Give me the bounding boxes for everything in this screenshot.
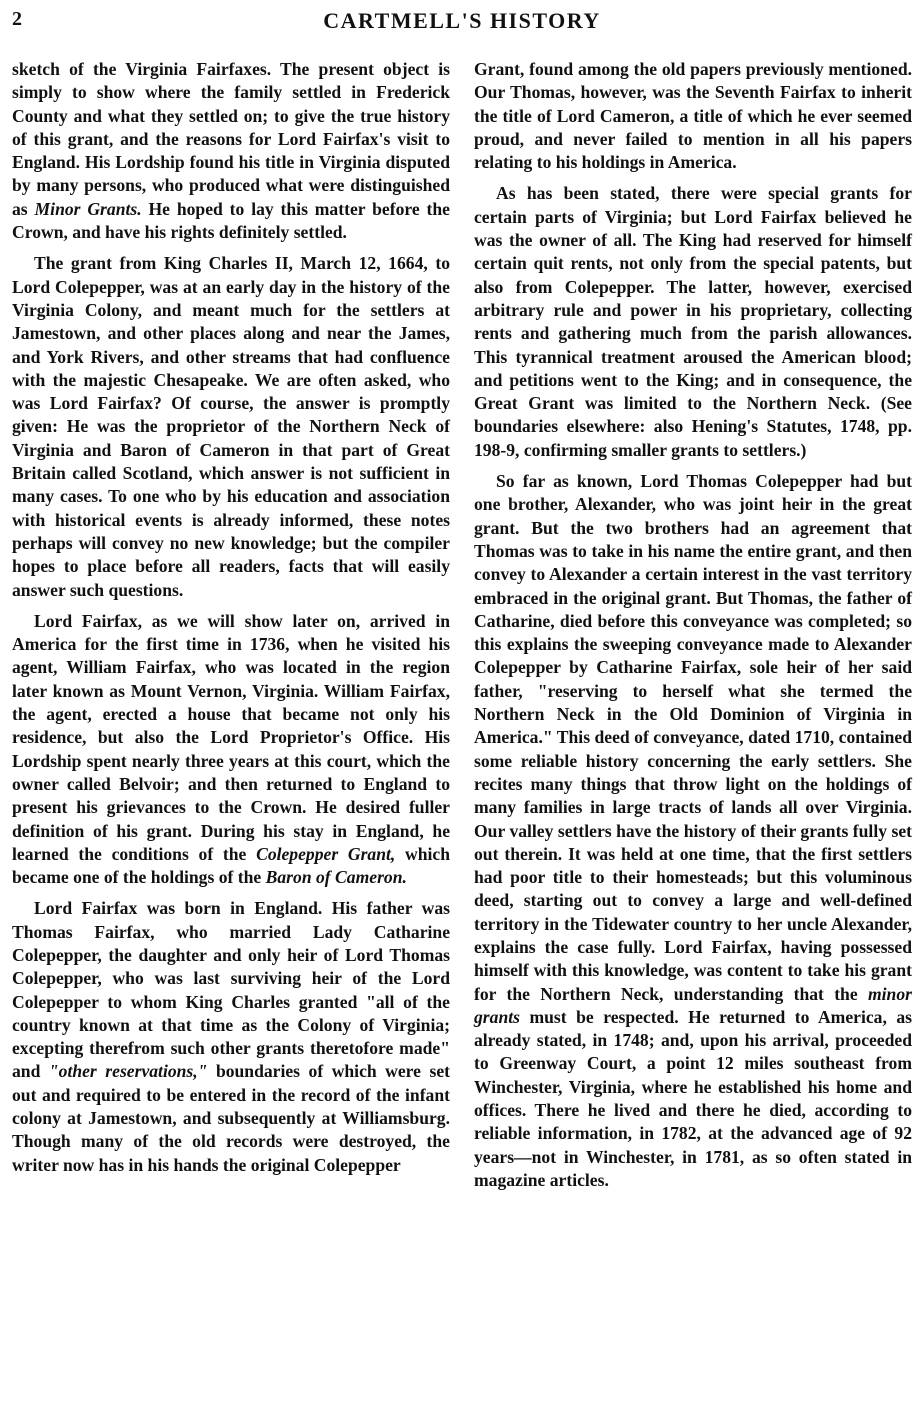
- paragraph: Lord Fairfax, as we will show later on, arrived in America for the first time in 1736, when he visited his agent, William Fairfax, who was located in the region later known as Mount Vernon, Virginia. William Fairfax, the agent, erected a house that became not only his residence, but also the Lord Proprietor's Office. His Lordship spent nearly three years at this court, which the owner called Belvoir; and then returned to England to present his grievances to the Crown. He desired fuller definition of his grant. During his stay in England, he learned the conditions of the Colepepper Grant, which became one of the holdings of the Baron of Cameron.: [12, 610, 451, 888]
- paragraph: The grant from King Charles II, March 12, 1664, to Lord Colepepper, was at an early day in the history of the Virginia Colony, and meant much for the settlers at Jamestown, and other places along and near the James, and York Rivers, and other streams that had confluence with the majestic Chesapeake. We are often asked, who was Lord Fairfax? Of course, the answer is promptly given: He was the proprietor of the Northern Neck of Virginia and Baron of Cameron in that part of Great Britain called Scotland, which answer is not sufficient in many cases. To one who by his education and association with historical events is already informed, these notes perhaps will convey no new knowledge; but the compiler hopes to place before all readers, facts that will easily answer such questions.: [12, 253, 450, 600]
- paragraph: Grant, found among the old papers previously mentioned. Our Thomas, however, was the Seventh Fairfax to inherit the title of Lord Cameron, a title of which he ever seemed proud, and never failed to mention in all his papers relating to his holdings in America.: [474, 59, 912, 173]
- paragraph: Lord Fairfax was born in England. His father was Thomas Fairfax, who married Lady Catharine Colepepper, the daughter and only heir of Lord Thomas Colepepper, who was last surviving heir of the Lord Colepepper to whom King Charles granted "all of the country known at that time as the Colony of Virginia; excepting therefrom such other grants theretofore made" and "other reservations," boundaries of which were set out and required to be entered in the record of the infant colony at Jamestown, and subsequently at Williamsburg. Though many of the old records were destroyed, the writer now has in his hands the original Colepepper: [12, 898, 450, 1175]
- left-column: [12, 58, 450, 1177]
- page-number: 2: [12, 8, 22, 30]
- paragraph: As has been stated, there were special grants for certain parts of Virginia; but Lord Fairfax believed he was the owner of all. The King had reserved for himself certain quit rents, not only from the special patents, but also from Colepepper. The latter, however, exercised arbitrary rule and power in his proprietary, collecting rents and gathering much from the parish allowances. This tyrannical treatment aroused the American blood; and petitions went to the King; and in consequence, the Great Grant was limited to the Northern Neck. (See boundaries elsewhere: also Hening's Statutes, 1748, pp. 198-9, confirming smaller grants to settlers.): [474, 183, 912, 460]
- right-column: [474, 58, 912, 1192]
- running-head: CARTMELL'S HISTORY: [323, 8, 601, 33]
- paragraph: sketch of the Virginia Fairfaxes. The present object is simply to show where the family settled in Frederick County and what they settled on; to give the true history of this grant, and the reasons for Lord Fairfax's visit to England. His Lordship found his title in Virginia disputed by many persons, who produced what were distinguished as Minor Grants. He hoped to lay this matter before the Crown, and have his rights definitely settled.: [12, 59, 450, 243]
- page-header: [12, 6, 912, 36]
- paragraph: So far as known, Lord Thomas Colepepper had but one brother, Alexander, who was joint heir in the great grant. But the two brothers had an agreement that Thomas was to take in his name the entire grant, and then convey to Alexander a certain interest in the vast territory embraced in the original grant. But Thomas, the father of Catharine, died before this conveyance was completed; so this explains the sweeping conveyance made to Alexander Colepepper by Catharine Fairfax, sole heir of her said father, "reserving to herself what she termed the Northern Neck in the Old Dominion of Virginia in America." This deed of conveyance, dated 1710, contained some reliable history concerning the early settlers. She recites many things that throw light on the holdings of many families in large tracts of lands all over Virginia. Our valley settlers have the history of their grants fully set out therein. It was held at one time, that the first settlers had poor title to their homesteads; but this voluminous deed, starting out to convey a large and well-defined territory in the Tidewater country to her uncle Alexander, explains the case fully. Lord Fairfax, having possessed himself with this knowledge, was content to take his grant for the Northern Neck, understanding that the minor grants must be respected. He returned to America, as already stated, in 1748; and, upon his arrival, proceeded to Greenway Court, a point 12 miles southeast from Winchester, Virginia, where he established his home and offices. There he lived and there he died, according to reliable information, in 1782, at the advanced age of 92 years—not in Winchester, in 1781, as so often stated in magazine articles.: [474, 471, 912, 1190]
